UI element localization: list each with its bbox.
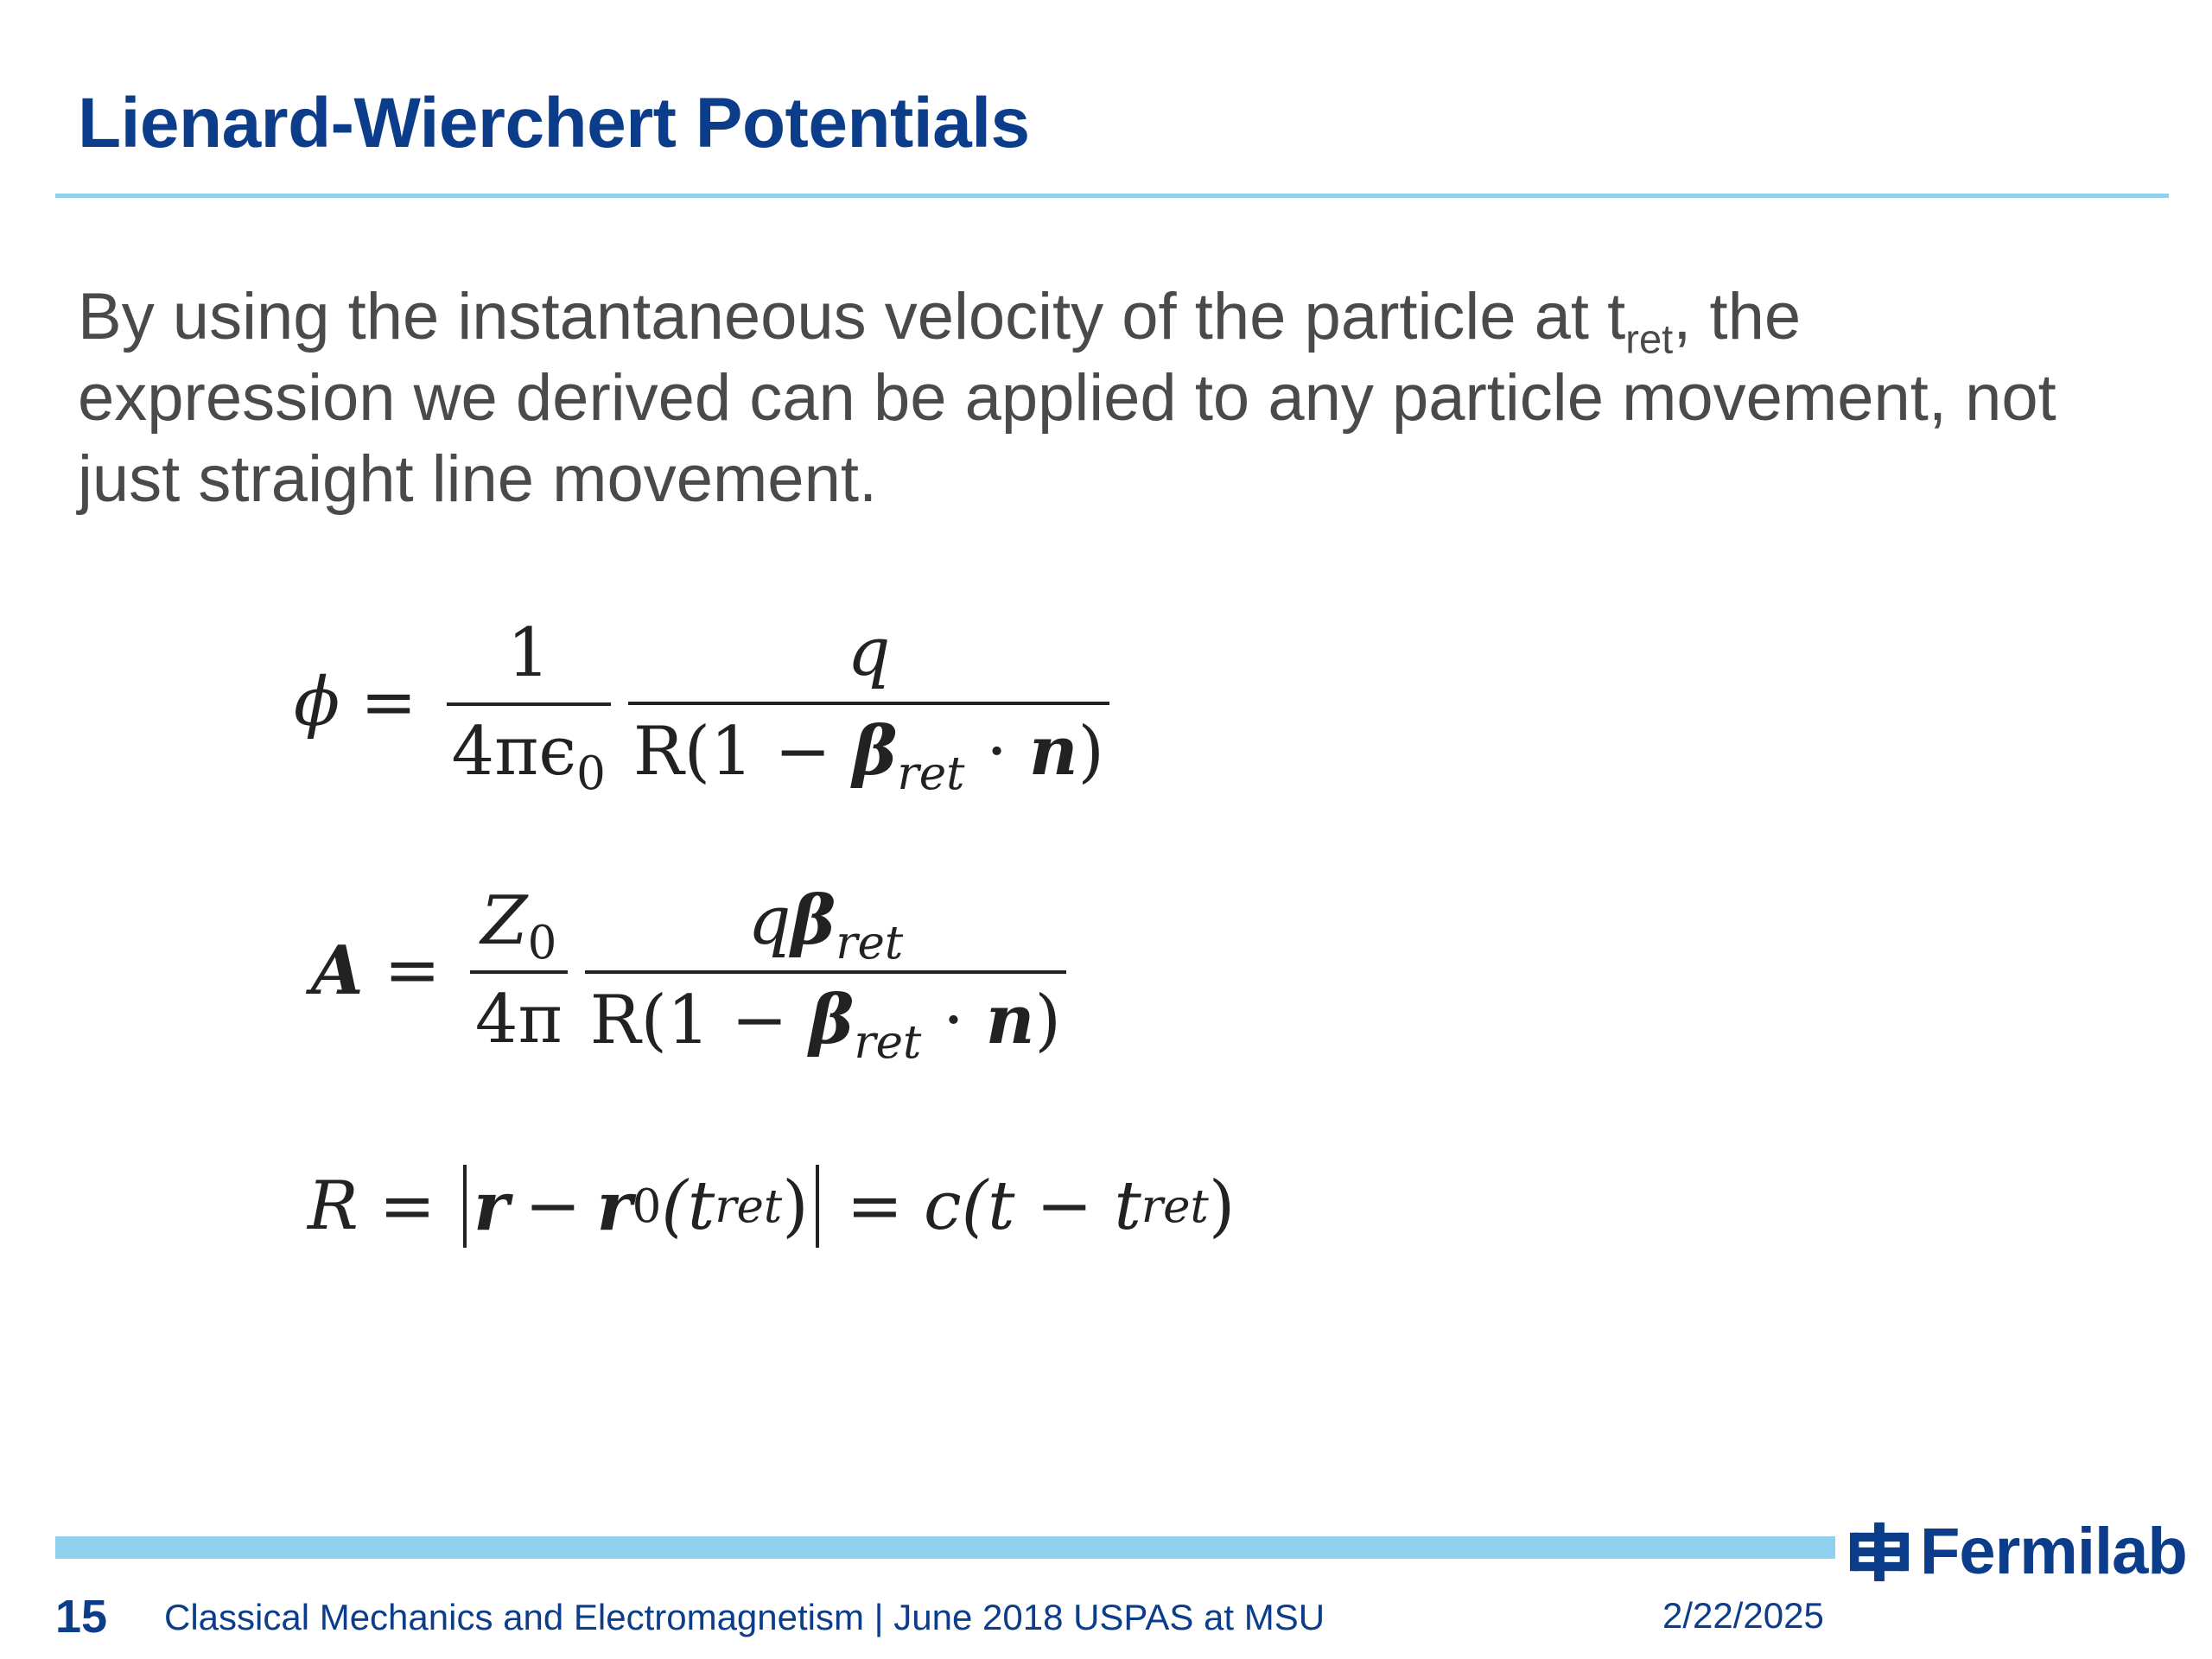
A-equals: = bbox=[384, 931, 441, 1009]
R-r: r bbox=[474, 1166, 510, 1246]
fermilab-logo bbox=[1847, 1514, 2187, 1589]
phi-f2-den-dot: · bbox=[986, 713, 1008, 791]
fermilab-logo-text: Fermilab bbox=[1920, 1515, 2187, 1588]
body-text-part2: , the expression we derived can be applied to any particle movement, not just straight line movement. bbox=[78, 280, 2056, 516]
phi-f2-den-a: R(1 − bbox=[632, 713, 831, 791]
phi-f1-denominator bbox=[447, 702, 611, 800]
A-f1-num-Z: Z bbox=[480, 882, 528, 960]
body-text-part1: By using the instantaneous velocity of the particle at t bbox=[78, 280, 1626, 353]
phi-f2-den-beta: β bbox=[852, 712, 898, 791]
phi-f2-numerator bbox=[842, 613, 895, 702]
phi-f2-den-close: ) bbox=[1077, 713, 1104, 791]
A-f1-denominator: 4π bbox=[470, 970, 568, 1058]
phi-f2-den-sub: ret bbox=[897, 746, 965, 800]
A-f1-num-sub: 0 bbox=[527, 915, 557, 969]
phi-fraction-2 bbox=[628, 613, 1109, 800]
A-f2-den-sub: ret bbox=[854, 1014, 922, 1069]
equation-A bbox=[311, 881, 1075, 1069]
A-f2-den-a: R(1 − bbox=[589, 982, 788, 1059]
A-f2-num-sub: ret bbox=[836, 915, 904, 969]
A-lhs: A bbox=[311, 931, 364, 1010]
R-rhs-close: ) bbox=[1208, 1167, 1236, 1245]
fermilab-logo-icon bbox=[1847, 1520, 1911, 1584]
phi-f1-den-sub: 0 bbox=[576, 746, 606, 800]
A-f2-num-beta: β bbox=[791, 881, 836, 960]
R-t-open: (t bbox=[661, 1167, 715, 1245]
phi-f2-den-n: n bbox=[1028, 712, 1078, 791]
phi-f1-den-main: 4πϵ bbox=[451, 712, 577, 791]
footer-divider bbox=[55, 1536, 1835, 1559]
A-f2-numerator bbox=[742, 881, 908, 970]
abs-bar-left bbox=[463, 1165, 467, 1248]
R-equals-1: = bbox=[378, 1167, 436, 1245]
R-equals-2: = bbox=[846, 1167, 904, 1245]
phi-f2-num-q: q bbox=[847, 613, 891, 691]
A-f2-den-close: ) bbox=[1034, 982, 1061, 1059]
body-text-subscript: ret bbox=[1625, 315, 1674, 362]
title-divider bbox=[55, 194, 2169, 198]
A-f2-den-beta: β bbox=[809, 981, 855, 1059]
R-rhs: c(t − t bbox=[924, 1167, 1141, 1245]
A-f2-denominator bbox=[585, 970, 1066, 1069]
equation-phi bbox=[294, 613, 1118, 800]
page-number: 15 bbox=[55, 1591, 108, 1643]
R-minus: − bbox=[524, 1167, 582, 1245]
equation-R: R = r − r 0 (t ret ) = c(t − t ret ) bbox=[308, 1165, 1235, 1248]
A-f2-den-dot: · bbox=[943, 982, 964, 1059]
A-f1-numerator bbox=[475, 882, 562, 970]
phi-f2-denominator bbox=[628, 702, 1109, 800]
phi-equals: = bbox=[360, 663, 417, 741]
R-t-close: ) bbox=[782, 1167, 809, 1245]
phi-f1-numerator: 1 bbox=[506, 613, 550, 692]
A-f2-den-n: n bbox=[985, 981, 1035, 1059]
R-r0: r bbox=[596, 1166, 632, 1246]
body-paragraph bbox=[78, 276, 2134, 520]
A-f2-num-q: q bbox=[747, 882, 791, 960]
A-fraction-2 bbox=[585, 881, 1066, 1069]
slide-title: Lienard-Wierchert Potentials bbox=[78, 84, 1030, 162]
phi-fraction-1 bbox=[447, 613, 611, 800]
abs-bar-right bbox=[816, 1165, 819, 1248]
R-lhs: R bbox=[308, 1167, 359, 1245]
footer-course: Classical Mechanics and Electromagnetism | June 2018 USPAS at MSU bbox=[164, 1597, 1325, 1637]
footer-date: 2/22/2025 bbox=[1662, 1595, 1824, 1636]
A-fraction-1 bbox=[470, 882, 568, 1058]
phi-lhs: ϕ bbox=[294, 663, 340, 741]
